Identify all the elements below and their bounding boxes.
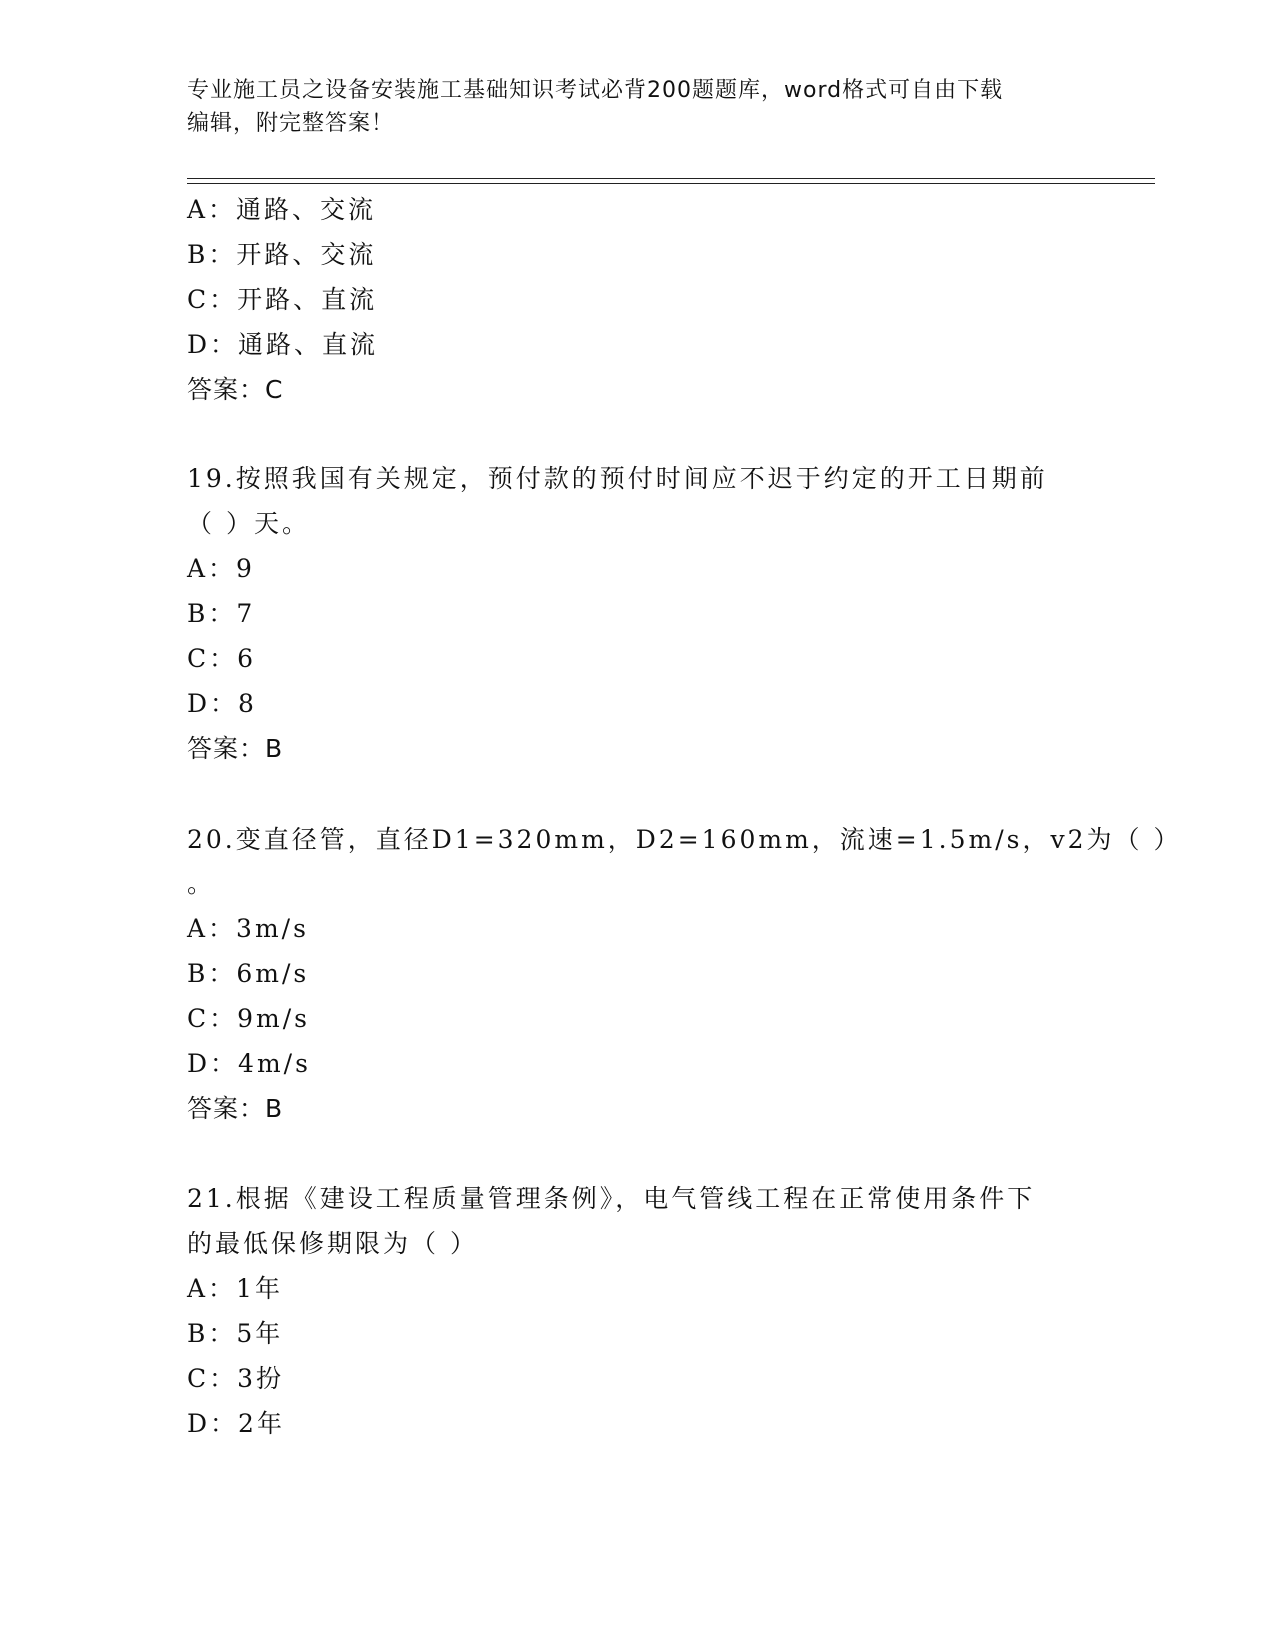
header-divider-bottom — [187, 183, 1155, 184]
header-line-1: 专业施工员之设备安装施工基础知识考试必背200题题库，word格式可自由下载 — [187, 78, 1004, 103]
q20-option-b: B：6m/s — [187, 959, 310, 988]
q21-option-b: B：5年 — [187, 1319, 284, 1348]
q20-option-a: A：3m/s — [187, 914, 309, 943]
q20-option-c: C：9m/s — [187, 1004, 310, 1033]
q19-question-line-1: 19.按照我国有关规定，预付款的预付时间应不迟于约定的开工日期前 — [187, 464, 1048, 493]
q20-question-line-2: 。 — [187, 869, 216, 898]
q19-option-c: C：6 — [187, 644, 257, 673]
q19-answer: 答案：B — [187, 734, 284, 763]
q19-option-b: B：7 — [187, 599, 256, 628]
q18-answer: 答案：C — [187, 375, 284, 404]
q21-option-a: A：1年 — [187, 1274, 283, 1303]
q18-option-d: D：通路、直流 — [187, 330, 379, 359]
q19-option-a: A：9 — [187, 554, 255, 583]
q19-option-d: D：8 — [187, 689, 257, 718]
q21-question-line-1: 21.根据《建设工程质量管理条例》，电气管线工程在正常使用条件下 — [187, 1184, 1036, 1213]
q18-option-c: C：开路、直流 — [187, 285, 378, 314]
q21-option-d: D：2年 — [187, 1409, 285, 1438]
q19-question-line-2: （ ）天。 — [187, 509, 310, 538]
q18-option-a: A：通路、交流 — [187, 195, 377, 224]
q18-option-b: B：开路、交流 — [187, 240, 377, 269]
q20-answer: 答案：B — [187, 1094, 284, 1123]
document-header — [187, 74, 1067, 140]
header-line-2: 编辑，附完整答案！ — [187, 111, 395, 136]
q20-question-line-1: 20.变直径管，直径D1=320mm，D2=160mm，流速=1.5m/s，v2为（ ） — [187, 825, 1182, 854]
q20-option-d: D：4m/s — [187, 1049, 311, 1078]
q21-question-line-2: 的最低保修期限为（ ） — [187, 1229, 478, 1258]
q21-option-c: C：3扮 — [187, 1364, 285, 1393]
header-divider-top — [187, 178, 1155, 179]
